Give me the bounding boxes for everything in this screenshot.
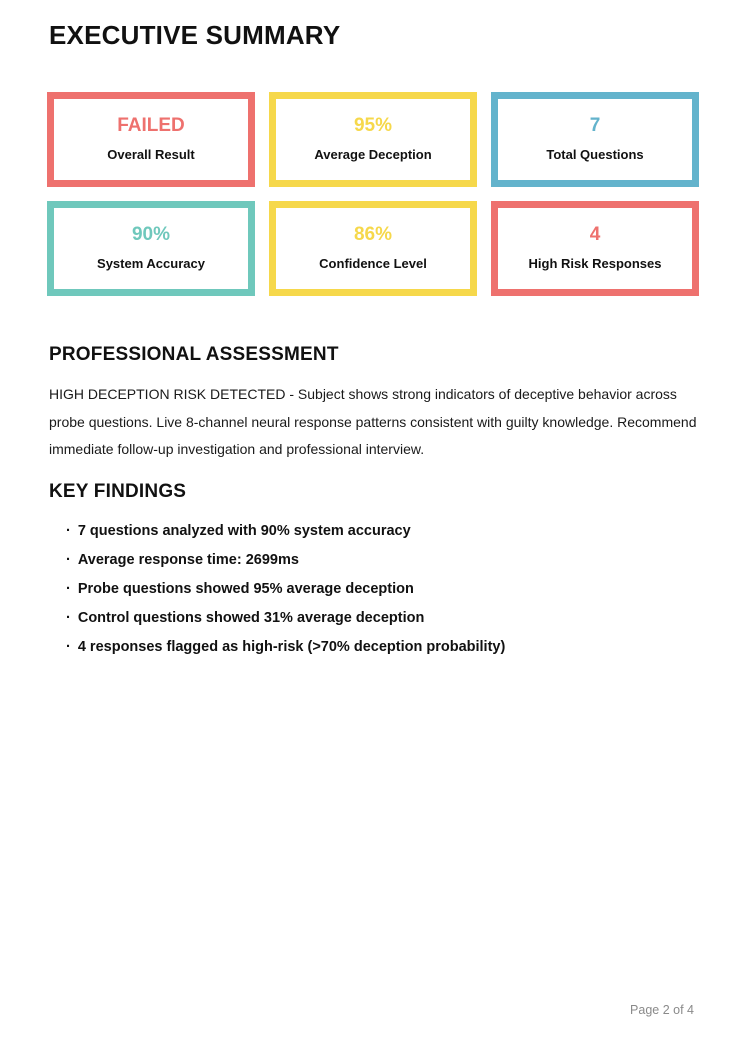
key-findings-heading: KEY FINDINGS: [49, 481, 187, 502]
finding-text: Control questions showed 31% average deception: [77, 610, 425, 626]
stat-card-overall-result: [47, 92, 255, 187]
stat-card-value: 4: [589, 224, 601, 246]
stat-card-value: 7: [589, 115, 601, 137]
finding-text: Probe questions showed 95% average deception: [77, 581, 414, 597]
bullet-glyph: ·: [66, 610, 71, 626]
finding-text: 4 responses flagged as high-risk (>70% deception probability): [77, 639, 506, 655]
stat-card-total-questions: [491, 92, 699, 187]
professional-assessment-body: HIGH DECEPTION RISK DETECTED - Subject shows strong indicators of deceptive behavior across probe questions. Live 8-channel neural response patterns consistent with guilty knowledge. Recommend immediate follow-up investigation and professional interview.: [49, 386, 697, 457]
stat-card-value: 86%: [353, 224, 393, 246]
bullet-glyph: ·: [66, 552, 71, 568]
finding-item: [66, 581, 505, 597]
finding-item: [66, 610, 505, 626]
key-findings-list: [66, 523, 505, 668]
professional-assessment-heading: PROFESSIONAL ASSESSMENT: [49, 344, 339, 365]
page-title: EXECUTIVE SUMMARY: [49, 20, 341, 50]
stat-cards-grid: [47, 92, 699, 296]
stat-card-label: High Risk Responses: [528, 256, 662, 272]
stat-card-label: Total Questions: [546, 147, 644, 163]
stat-card-label: Confidence Level: [319, 256, 427, 272]
stat-card-high-risk-responses: [491, 201, 699, 296]
stat-card-label: Overall Result: [107, 147, 195, 163]
finding-text: Average response time: 2699ms: [77, 552, 299, 568]
finding-text: 7 questions analyzed with 90% system accuracy: [77, 523, 411, 539]
bullet-glyph: ·: [66, 639, 71, 655]
finding-item: [66, 523, 505, 539]
page-number: Page 2 of 4: [630, 1003, 694, 1017]
stat-card-value: FAILED: [117, 115, 185, 137]
stat-card-value: 90%: [131, 224, 171, 246]
stat-card-confidence-level: [269, 201, 477, 296]
finding-item: [66, 639, 505, 655]
stat-card-system-accuracy: [47, 201, 255, 296]
stat-card-value: 95%: [353, 115, 393, 137]
finding-item: [66, 552, 505, 568]
stat-card-label: System Accuracy: [97, 256, 205, 272]
bullet-glyph: ·: [66, 523, 71, 539]
stat-card-average-deception: [269, 92, 477, 187]
bullet-glyph: ·: [66, 581, 71, 597]
stat-card-label: Average Deception: [314, 147, 432, 163]
